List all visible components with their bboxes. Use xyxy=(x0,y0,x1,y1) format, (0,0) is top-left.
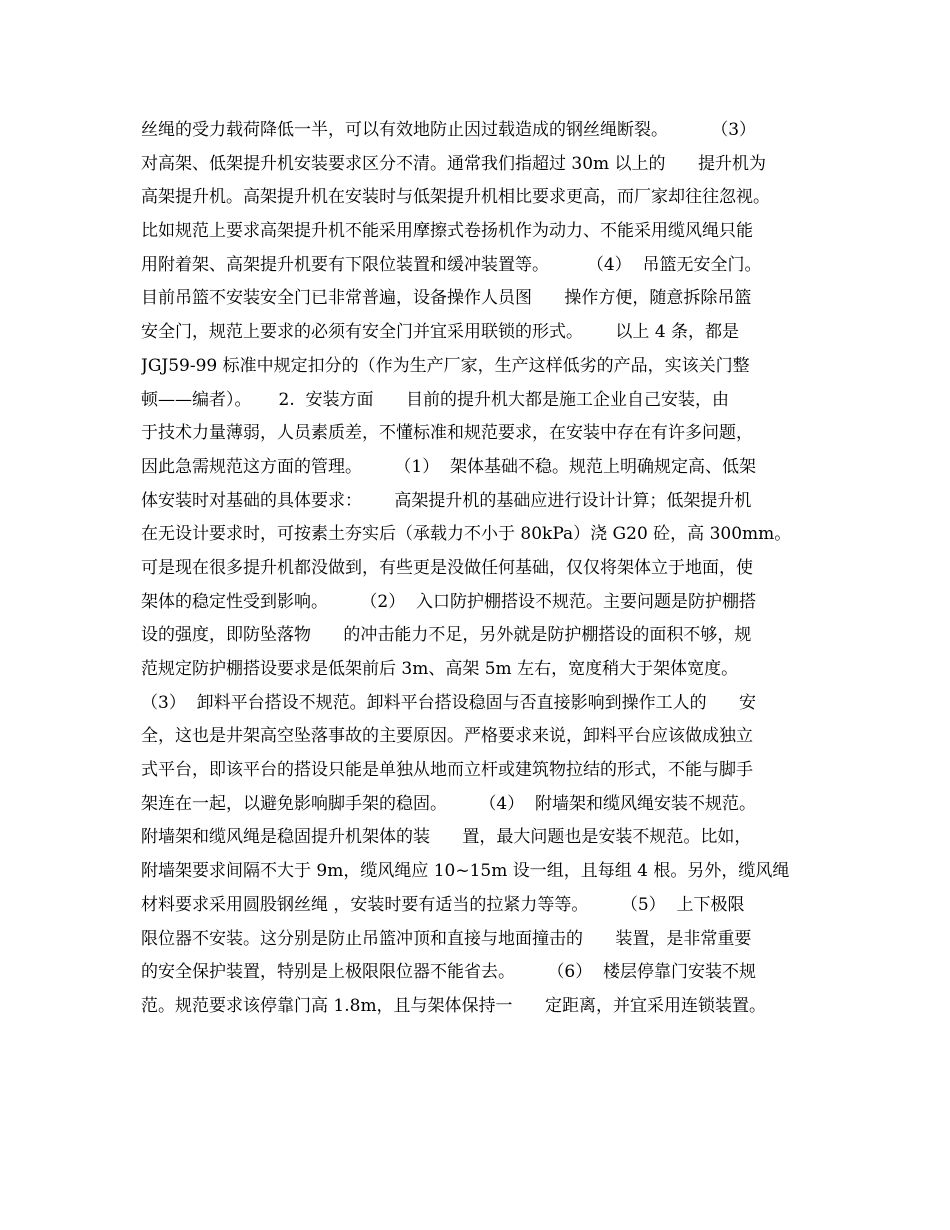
text-line: 比如规范上要求高架提升机不能采用摩擦式卷扬机作为动力、不能采用缆风绳只能 xyxy=(141,221,753,242)
text-line: 对高架、低架提升机安装要求区分不清。通常我们指超过 30m 以上的 提升机为 xyxy=(141,153,766,174)
text-line: 顿——编者）。 2. 安装方面 目前的提升机大都是施工企业自己安装，由 xyxy=(141,389,729,410)
text-line: 附墙架要求间隔不大于 9m，缆风绳应 10~15m 设一组，且每组 4 根。另外，缆风绳 xyxy=(141,861,790,882)
text-line: 范。规范要求该停靠门高 1.8m，且与架体保持一 定距离，并宜采用连锁装置。 xyxy=(141,995,766,1016)
text-line: 的安全保护装置，特别是上极限限位器不能省去。 （6） 楼层停靠门安装不规 xyxy=(141,962,757,983)
text-line: （3） 卸料平台搭设不规范。卸料平台搭设稳固与否直接影响到操作工人的 安 xyxy=(141,692,757,713)
text-line: 于技术力量薄弱，人员素质差，不懂标准和规范要求，在安装中存在有许多问题， xyxy=(141,423,753,444)
text-line: 目前吊篮不安装安全门已非常普遍，设备操作人员图 操作方便，随意拆除吊篮 xyxy=(141,288,752,309)
text-line: 架体的稳定性受到影响。 （2） 入口防护棚搭设不规范。主要问题是防护棚搭 xyxy=(141,591,757,612)
text-line: 安全门，规范上要求的必须有安全门并宜采用联锁的形式。 以上 4 条，都是 xyxy=(141,322,740,343)
text-line: 式平台，即该平台的搭设只能是单独从地而立杆或建筑物拉结的形式，不能与脚手 xyxy=(141,760,753,781)
text-line: 在无设计要求时，可按素土夯实后（承载力不小于 80kPa）浇 G20 砼，高 300mm。 xyxy=(141,524,792,545)
text-line: 范规定防护棚搭设要求是低架前后 3m、高架 5m 左右，宽度稍大于架体宽度。 xyxy=(141,659,739,679)
text-line: 可是现在很多提升机都没做到，有些更是没做任何基础，仅仅将架体立于地面，使 xyxy=(141,557,753,578)
text-line: 设的强度，即防坠落物 的冲击能力不足，另外就是防护棚搭设的面积不够，规 xyxy=(141,625,752,646)
text-line: JGJ59-99 标准中规定扣分的（作为生产厂家，生产这样低劣的产品，实该关门整 xyxy=(141,355,750,376)
text-line: 架连在一起，以避免影响脚手架的稳固。 （4） 附墙架和缆风绳安装不规范。 xyxy=(141,793,757,814)
text-line: 材料要求采用圆股钢丝绳 ，安装时要有适当的拉紧力等等。 （5） 上下极限 xyxy=(141,894,745,915)
text-line: 限位器不安装。这分别是防止吊篮冲顶和直接与地面撞击的 装置，是非常重要 xyxy=(141,928,752,949)
text-line: 体安装时对基础的具体要求： 高架提升机的基础应进行设计计算；低架提升机 xyxy=(141,490,752,511)
body-text xyxy=(141,114,831,1024)
text-line: 因此急需规范这方面的管理。 （1） 架体基础不稳。规范上明确规定高、低架 xyxy=(141,456,757,477)
text-line: 全，这也是井架高空坠落事故的主要原因。严格要求来说，卸料平台应该做成独立 xyxy=(141,726,753,747)
text-line: 高架提升机。高架提升机在安装时与低架提升机相比要求更高，而厂家却往往忽视。 xyxy=(141,187,770,208)
text-line: 丝绳的受力载荷降低一半，可以有效地防止因过载造成的钢丝绳断裂。 （3） xyxy=(141,120,757,140)
text-line: 附墙架和缆风绳是稳固提升机架体的装 置，最大问题也是安装不规范。比如， xyxy=(141,827,752,848)
text-line: 用附着架、高架提升机要有下限位装置和缓冲装置等。 （4） 吊篮无安全门。 xyxy=(141,254,762,275)
